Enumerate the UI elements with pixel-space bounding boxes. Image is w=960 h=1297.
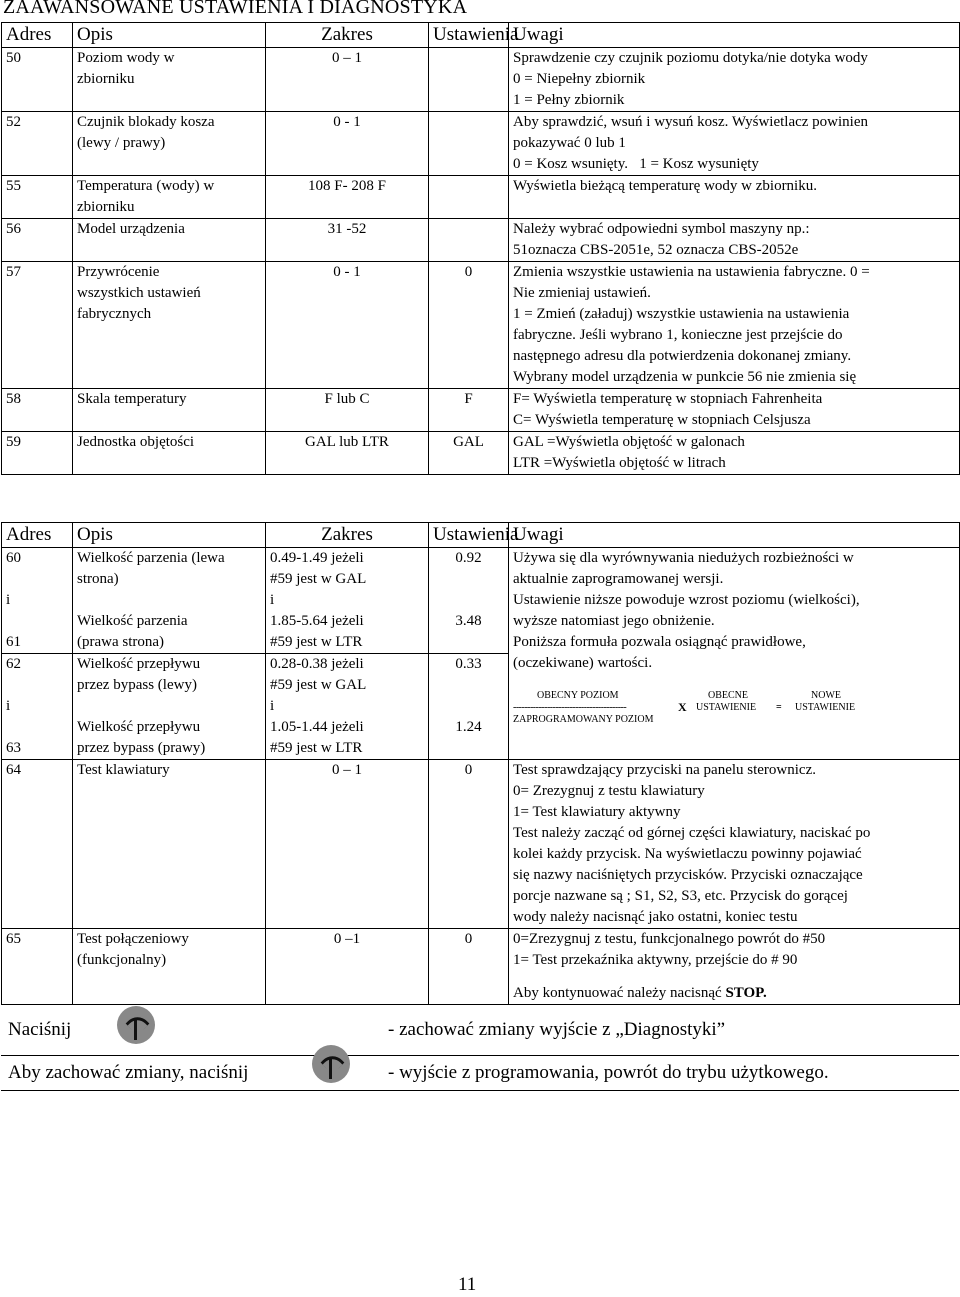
cell-adres: 55 (2, 176, 73, 219)
stop-instruction-text: Aby kontynuować należy nacisnąć (513, 985, 726, 1001)
uwagi-line: Wybrany model urządzenia w punkcie 56 nie zmienia się (513, 369, 857, 385)
cell-adres: 62 i 63 (2, 654, 73, 760)
cell-adres: 64 (2, 760, 73, 929)
stop-button-icon (312, 1045, 350, 1083)
table-row (2, 389, 960, 432)
cell-uwagi: Test sprawdzający przyciski na panelu sterownicz. 0= Zrezygnuj z testu klawiatury 1= Test klawiatury aktywny Test należy zacząć od górnej części klawiatury, naciskać po kolei każdy przycisk. Na wyświetlaczu powinny pojawiać się nazwy naciśniętych przycisków. Przyciski oznaczające porcje nazwane są ; S1, S2, S3, etc. Przycisk do gorącej wody należy nacisnąć jako ostatni, koniec testu (509, 760, 960, 929)
header-ustawienia: Ustawienia (429, 523, 509, 548)
uwagi-line: 1 = Zmień (załaduj) wszystkie ustawienia na ustawienia (513, 306, 850, 322)
table-row (2, 48, 960, 112)
uwagi-line: następnego adresu dla potwierdzenia dokonanej zmiany. (513, 348, 852, 364)
uwagi-line: pokazywać 0 lub 1 (513, 135, 626, 151)
cell-ustawienia: GAL (429, 432, 509, 475)
opis-line: zbiorniku (77, 199, 135, 215)
cell-zakres: 0 – 1 (266, 760, 429, 929)
cell-ustawienia (429, 48, 509, 112)
header-adres: Adres (2, 523, 73, 548)
cell-ustawienia: 0 (429, 262, 509, 389)
cell-zakres: 0 - 1 (266, 262, 429, 389)
uwagi-line: Sprawdzenie czy czujnik poziomu dotyka/nie dotyka wody (513, 50, 868, 66)
opis-line: zbiorniku (77, 71, 135, 87)
footer-row1-left: Naciśnij (1, 1005, 307, 1056)
cell-zakres: 31 -52 (266, 219, 429, 262)
opis-line: Model urządzenia (77, 221, 185, 237)
opis-line: Przywrócenie (77, 264, 160, 280)
uwagi-line: LTR =Wyświetla objętość w litrach (513, 455, 726, 471)
opis-line: Jednostka objętości (77, 434, 195, 450)
table-header-row (2, 23, 960, 48)
cell-opis (73, 176, 266, 219)
header-opis: Opis (73, 523, 266, 548)
cell-uwagi (509, 48, 960, 112)
cell-opis (73, 432, 266, 475)
cell-ustawienia (429, 219, 509, 262)
uwagi-text: Używa się dla wyrównywania niedużych rozbieżności w aktualnie zaprogramowanej wersji. Ustawienie niższe powoduje wzrost poziomu (wielkości), wyższe natomiast jego obniżenie. Poniższa formuła pozwala osiągnąć prawidłowe, (oczekiwane) wartości. (513, 550, 860, 671)
cell-zakres: 0 - 1 (266, 112, 429, 176)
cell-zakres: 0.28-0.38 jeżeli #59 jest w GAL i 1.05-1.44 jeżeli #59 jest w LTR (266, 654, 429, 760)
opis-line: fabrycznych (77, 306, 152, 322)
formula-nowe-bottom: USTAWIENIE (795, 702, 856, 713)
cell-uwagi (509, 432, 960, 475)
cell-opis: Wielkość przepływu przez bypass (lewy) Wielkość przepływu przez bypass (prawy) (73, 654, 266, 760)
uwagi-line: fabryczne. Jeśli wybrano 1, konieczne jest przejście do (513, 327, 843, 343)
cell-opis: Test połączeniowy (funkcjonalny) (73, 929, 266, 1005)
cell-adres: 52 (2, 112, 73, 176)
table-row (2, 760, 960, 929)
cell-adres: 59 (2, 432, 73, 475)
footer-row-2 (1, 1056, 959, 1091)
cell-adres: 56 (2, 219, 73, 262)
table-row (2, 929, 960, 1005)
settings-table-1 (1, 22, 960, 475)
cell-opis (73, 219, 266, 262)
cell-uwagi (509, 929, 960, 1005)
table-row (2, 219, 960, 262)
cell-adres: 58 (2, 389, 73, 432)
stop-label: STOP. (725, 985, 767, 1001)
cell-zakres: GAL lub LTR (266, 432, 429, 475)
uwagi-line: Zmienia wszystkie ustawienia na ustawienia fabryczne. 0 = (513, 264, 870, 280)
cell-ustawienia (429, 112, 509, 176)
table-row (2, 262, 960, 389)
opis-line: Czujnik blokady kosza (77, 114, 215, 130)
page-title: ZAAWANSOWANE USTAWIENIA I DIAGNOSTYKA (3, 0, 468, 18)
cell-zakres: 0 – 1 (266, 48, 429, 112)
uwagi-line: 0 = Kosz wsunięty. 1 = Kosz wysunięty (513, 156, 759, 172)
footer-row2-left: Aby zachować zmiany, naciśnij (1, 1056, 307, 1091)
uwagi-line: Aby sprawdzić, wsuń i wysuń kosz. Wyświetlacz powinien (513, 114, 869, 130)
settings-table-2 (1, 522, 960, 1005)
formula-denominator: ZAPROGRAMOWANY POZIOM (513, 714, 654, 725)
header-ustawienia: Ustawienia (429, 23, 509, 48)
header-zakres: Zakres (266, 23, 429, 48)
cell-uwagi (509, 262, 960, 389)
footer-row1-right: - zachować zmiany wyjście z „Diagnostyki” (381, 1005, 959, 1056)
table-row (2, 432, 960, 475)
uwagi-line: Wyświetla bieżącą temperaturę wody w zbiorniku. (513, 178, 817, 194)
table-row (2, 548, 960, 654)
uwagi-line: F= Wyświetla temperaturę w stopniach Fahrenheita (513, 391, 823, 407)
uwagi-line: GAL =Wyświetla objętość w galonach (513, 434, 745, 450)
cell-zakres: 108 F- 208 F (266, 176, 429, 219)
header-adres: Adres (2, 23, 73, 48)
uwagi-line: 51oznacza CBS-2051e, 52 oznacza CBS-2052e (513, 242, 799, 258)
cell-adres: 50 (2, 48, 73, 112)
uwagi-line: Należy wybrać odpowiedni symbol maszyny np.: (513, 221, 810, 237)
uwagi-line: 0 = Niepełny zbiornik (513, 71, 646, 87)
cell-opis: Test klawiatury (73, 760, 266, 929)
cell-opis (73, 48, 266, 112)
opis-line: wszystkich ustawień (77, 285, 201, 301)
opis-line: Skala temperatury (77, 391, 187, 407)
uwagi-text: 0=Zrezygnuj z testu, funkcjonalnego powrót do #50 1= Test przekaźnika aktywny, przejście do # 90 (513, 931, 826, 968)
formula-multiply: X (678, 700, 687, 714)
cell-ustawienia: 0.33 1.24 (429, 654, 509, 760)
cell-uwagi (509, 112, 960, 176)
cell-zakres: 0 –1 (266, 929, 429, 1005)
cell-adres: 65 (2, 929, 73, 1005)
page-number: 11 (458, 1274, 477, 1295)
uwagi-line: 1 = Pełny zbiornik (513, 92, 625, 108)
formula-fraction-line: ---------------------------------------- (513, 702, 627, 713)
cell-zakres: 0.49-1.49 jeżeli #59 jest w GAL i 1.85-5.64 jeżeli #59 jest w LTR (266, 548, 429, 654)
cell-zakres: F lub C (266, 389, 429, 432)
formula-equals: = (776, 702, 782, 713)
header-opis: Opis (73, 23, 266, 48)
stop-button-icon (117, 1006, 155, 1044)
cell-opis (73, 112, 266, 176)
header-uwagi: Uwagi (509, 23, 960, 48)
cell-ustawienia: 0.92 3.48 (429, 548, 509, 654)
cell-adres: 57 (2, 262, 73, 389)
uwagi-line: Nie zmieniaj ustawień. (513, 285, 651, 301)
formula-nowe-top: NOWE (811, 690, 841, 701)
cell-opis: Wielkość parzenia (lewa strona) Wielkość parzenia (prawa strona) (73, 548, 266, 654)
table-row (2, 176, 960, 219)
formula-obecne-bottom: USTAWIENIE (696, 702, 757, 713)
cell-opis (73, 262, 266, 389)
cell-ustawienia: 0 (429, 760, 509, 929)
table-row (2, 112, 960, 176)
formula (513, 682, 955, 726)
stop-instruction (513, 983, 955, 1004)
opis-line: Poziom wody w (77, 50, 175, 66)
cell-ustawienia: 0 (429, 929, 509, 1005)
cell-opis (73, 389, 266, 432)
cell-ustawienia (429, 176, 509, 219)
table-header-row (2, 523, 960, 548)
cell-uwagi (509, 548, 960, 760)
formula-obecne-top: OBECNE (708, 690, 748, 701)
header-uwagi: Uwagi (509, 523, 960, 548)
header-zakres: Zakres (266, 523, 429, 548)
cell-uwagi (509, 389, 960, 432)
cell-ustawienia: F (429, 389, 509, 432)
cell-uwagi (509, 219, 960, 262)
cell-adres: 60 i 61 (2, 548, 73, 654)
uwagi-line: C= Wyświetla temperaturę w stopniach Celsjusza (513, 412, 811, 428)
formula-numerator: OBECNY POZIOM (537, 690, 619, 701)
footer-row2-right: - wyjście z programowania, powrót do trybu użytkowego. (381, 1056, 959, 1091)
opis-line: Temperatura (wody) w (77, 178, 215, 194)
cell-uwagi (509, 176, 960, 219)
opis-line: (lewy / prawy) (77, 135, 166, 151)
